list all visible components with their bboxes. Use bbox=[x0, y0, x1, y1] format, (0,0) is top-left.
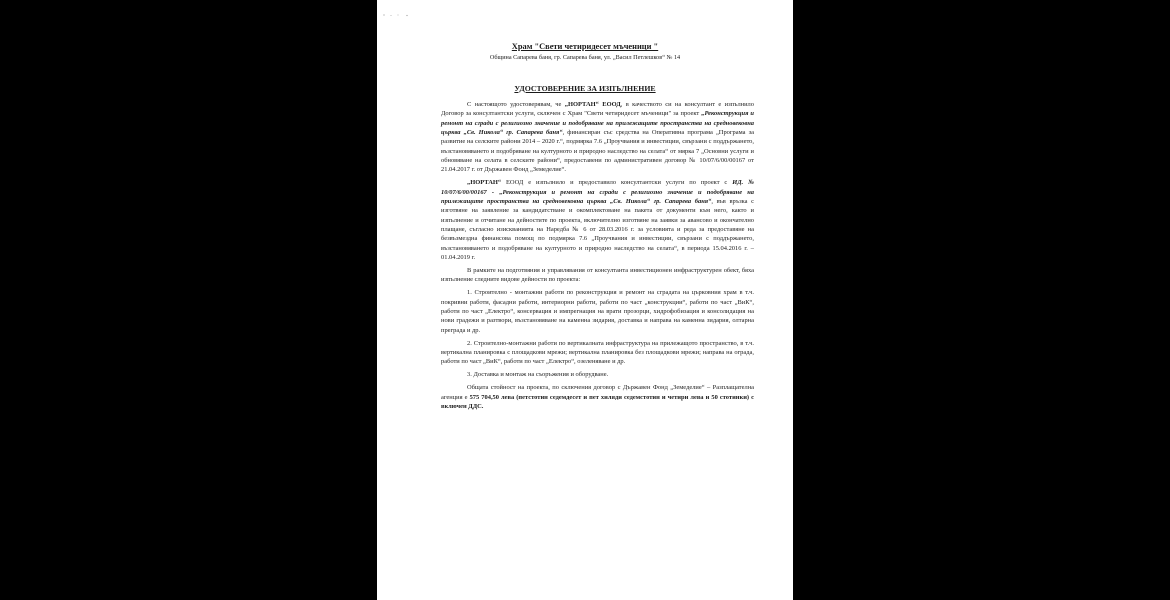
p4-text-a: Общата стойност на проекта, по сключения договор с Държавен Фонд „Земеделие“ – Разплащателна агенция е bbox=[441, 384, 754, 401]
project-name: „Реконструкция и ремонт на сгради с религиозно значение и подобряване на прилежащите пространства на средновековна църква „Св. Никола“ гр. Сапарева баня“ bbox=[441, 110, 755, 137]
p1-text-a: С настоящото удостоверявам, че bbox=[467, 101, 565, 108]
total-amount: 575 704,50 лева (петстотин седемдесет и пет хиляди седемстотин и четири лева и 50 стотинки) с включен ДДС. bbox=[441, 393, 754, 410]
activity-item: 2. Строително-монтажни работи по вертикалната инфраструктура на прилежащото пространство, в т.ч. вертикална планировка с площадкови мрежи; вертикална планировка без площадкови мрежи; направа на ограда, работи по част „ВиК“, работи по част „Електро“, озеленяване и др. bbox=[441, 339, 754, 366]
consultant-name: „НОРТАН“ ЕООД bbox=[564, 101, 621, 108]
paragraph-intro bbox=[441, 100, 754, 175]
p1-text-b: , в качеството си на консултант е изпълнило Договор за консултантски услуги, сключен с Храм "Свети четиридесет мъченици" за проект bbox=[441, 101, 754, 118]
document-title: УДОСТОВЕРЕНИЕ ЗА ИЗПЪЛНЕНИЕ bbox=[514, 84, 656, 93]
scan-speck-marks bbox=[382, 12, 412, 18]
document-body bbox=[441, 100, 754, 415]
project-id: ИД. № 10/07/6/00/00167 - „Реконструкция и ремонт на сгради с религиозно значение и подобряване на прилежащите пространства на средновековна църква „Св. Никола“ гр. Сапарева баня“ bbox=[441, 179, 755, 206]
paragraph-activities-intro: В рамките на подготвяния и управлявания от консултанта инвестиционен инфраструктурен обект, бяха изпълнение следните видове дейности по проекта: bbox=[441, 267, 754, 284]
church-title: Храм "Свети четиридесет мъченици " bbox=[511, 42, 659, 51]
activity-item: 3. Доставка и монтаж на съоръжения и оборудване. bbox=[467, 371, 609, 379]
p2-text-a: ЕООД е изпълнило и предоставило консултантски услуги по проект с bbox=[501, 179, 733, 187]
document-page bbox=[377, 0, 793, 600]
consultant-name-2: „НОРТАН“ bbox=[467, 179, 502, 187]
p1-text-c: , финансиран със средства на Оперативна програма „Програма за развитие на селските райони 2014 – 2020 г.“, подмярка 7.6 „Проучвания и инвестиции, свързани с поддържането, възстановяването и подобряване на културното и природно наследство на селата“ от мярка 7 „Основни услуги и обновяване на селата в селските райони“, предоставени по административен договор № 10/07/6/00/00167 от 21.04.2017 г. от Държавен Фонд „Земеделие“. bbox=[441, 129, 754, 174]
church-address: Община Сапарева баня, гр. Сапарева баня, ул. „Васил Петлешков“ № 14 bbox=[489, 54, 681, 61]
paragraph-services bbox=[441, 178, 754, 262]
p2-text-b: , във връзка с изготвяне на заявление за кандидатстване и окомплектоване на пакета от документи към него, както и изпълнение и отчитане на дейностите по проекта, включително изготвяне на заявки за авансово и окончателно плащане, съгласно изискванията на Наредба № 6 от 28.03.2016 г. за условията и реда за предоставяне на безвъзмездна финансова помощ по подмярка 7.6 „Проучвания и инвестиции, свързани с поддържането, възстановяването и подобряване на културното и природно наследство на селата“, в периода 15.04.2016 г. – 01.04.2019 г. bbox=[441, 198, 755, 262]
paragraph-total-value bbox=[441, 383, 754, 411]
activity-item: 1. Строително - монтажни работи по реконструкция и ремонт на сградата на църковния храм в т.ч. покривни работи, фасадни работи, интериорни работи, работи по част „конструкции“, работи по част „ВиК“, работи по част „Електро“, консервация и импрегнация на врати прозорци, хидрофобизация и консолидация на нови градежи и разтвори, възстановяване на каменна зидария, доставка и направа на каменна зидария, олтарна преграда и др. bbox=[441, 289, 754, 334]
